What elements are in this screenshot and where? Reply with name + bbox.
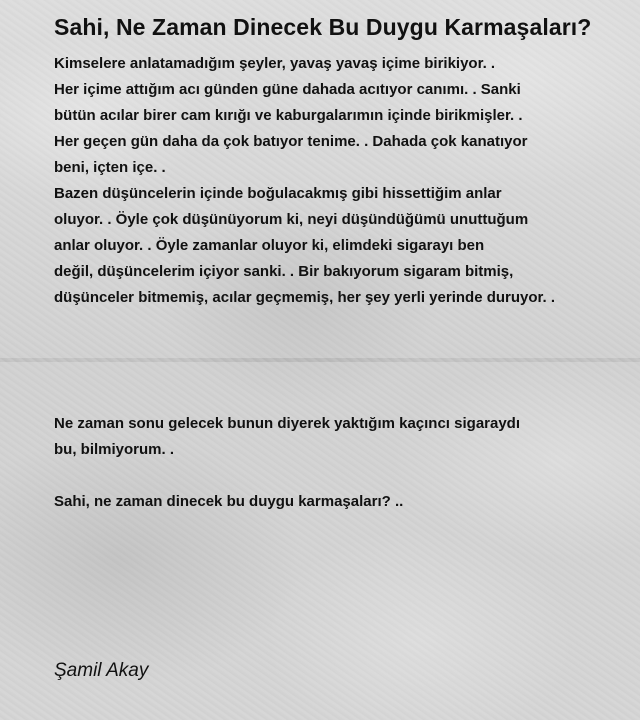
poem-line: düşünceler bitmemiş, acılar geçmemiş, her şey yerli yerinde duruyor. . <box>54 289 556 306</box>
poem-title: Sahi, Ne Zaman Dinecek Bu Duygu Karmaşaları? <box>54 14 592 40</box>
poem-stanza-3 <box>54 489 634 515</box>
poem-line: Bazen düşüncelerin içinde boğulacakmış gibi hissettiğim anlar <box>54 185 502 202</box>
poem-line: değil, düşüncelerim içiyor sanki. . Bir bakıyorum sigaram bitmiş, <box>54 263 514 280</box>
poem-line: oluyor. . Öyle çok düşünüyorum ki, neyi düşündüğümü unuttuğum <box>54 211 529 228</box>
poem-line: bu, bilmiyorum. . <box>54 441 175 458</box>
poem-line: Her içime attığım acı günden güne dahada acıtıyor canımı. . Sanki <box>54 81 521 98</box>
poem-line: anlar oluyor. . Öyle zamanlar oluyor ki, elimdeki sigarayı ben <box>54 237 485 254</box>
poem-line: Her geçen gün daha da çok batıyor tenime. . Dahada çok kanatıyor <box>54 133 528 150</box>
poem-line: Sahi, ne zaman dinecek bu duygu karmaşaları? .. <box>54 493 404 510</box>
poem-line: beni, içten içe. . <box>54 159 166 176</box>
poem-line: bütün acılar birer cam kırığı ve kaburgalarımın içinde birikmişler. . <box>54 107 523 124</box>
poem-line: Kimselere anlatamadığım şeyler, yavaş yavaş içime birikiyor. . <box>54 55 496 72</box>
poem-line: Ne zaman sonu gelecek bunun diyerek yaktığım kaçıncı sigaraydı <box>54 415 521 432</box>
poem-author: Şamil Akay <box>54 660 149 681</box>
poem-stanza-1 <box>54 51 634 311</box>
poem-stanza-2 <box>54 411 634 463</box>
